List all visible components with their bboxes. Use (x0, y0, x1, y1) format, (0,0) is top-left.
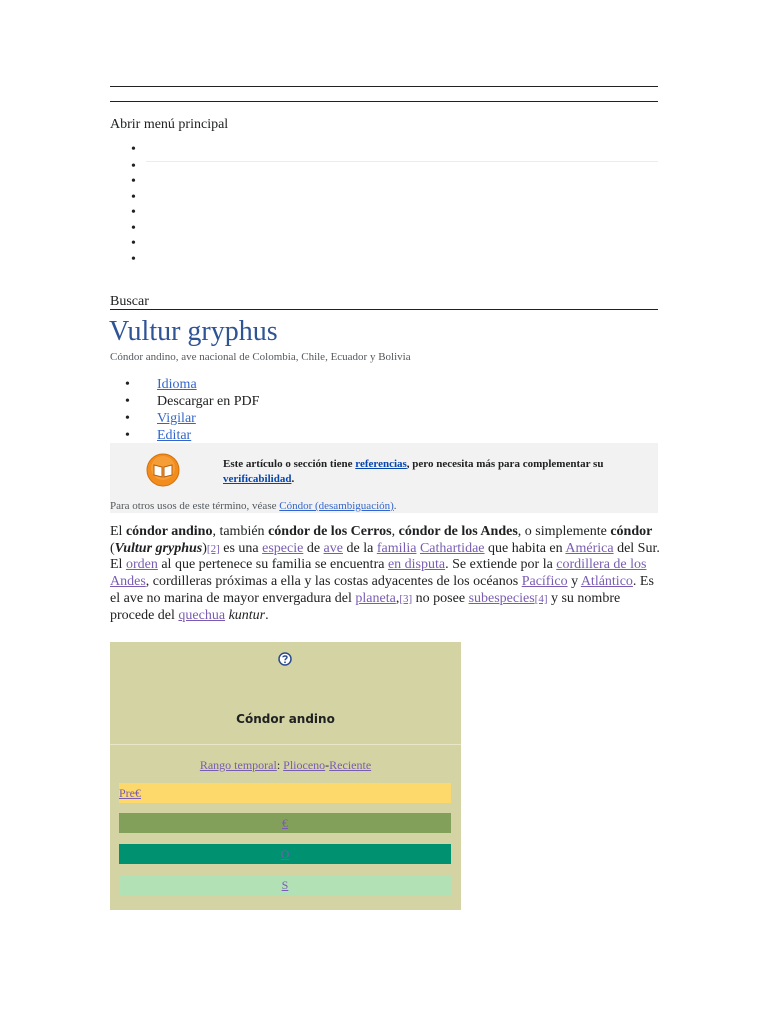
nav-item[interactable] (146, 255, 658, 271)
nav-item[interactable] (146, 193, 658, 209)
main-nav-list (146, 145, 658, 270)
link-ave[interactable]: ave (323, 540, 343, 556)
link-cordillera[interactable]: cordillera de los Andes (110, 557, 647, 590)
link-atlantico[interactable]: Atlántico (580, 574, 633, 590)
link-en-disputa[interactable]: en disputa (387, 557, 446, 573)
timeline-bar-prec[interactable]: Pre€ (119, 783, 451, 803)
references-notice (110, 443, 658, 513)
timeline-bar-silurian[interactable]: S (119, 875, 451, 895)
referencias-link[interactable]: referencias (355, 458, 407, 470)
tool-watch[interactable]: • Vigilar (157, 410, 259, 427)
disambiguation-link[interactable]: Cóndor (desambiguación) (279, 500, 394, 512)
lead-paragraph: El cóndor andino, también cóndor de los Cerros, cóndor de los Andes, o simplemente cóndor (Vultur gryphus)[2] es una especie de ave de la familia Cathartidae que habita en América del Sur. El orden al que pertenece su familia se encuentra en disputa. Se extiende por la cordillera de los Andes, cordilleras próximas a ella y las costas adyacentes de los océanos Pacífico y Atlántico. Es el ave no marina de mayor envergadura del planeta,[3] no posee subespecies[4] y su nombre procede del quechua kuntur. (110, 524, 660, 623)
reference-3[interactable]: [3] (399, 592, 413, 605)
timeline-bar-ordovician[interactable]: O (119, 844, 451, 864)
reference-4[interactable]: [4] (534, 592, 548, 605)
tool-edit[interactable]: • Editar (157, 427, 259, 444)
taxobox (110, 642, 461, 910)
disambiguation-note: Para otros usos de este término, véase Cóndor (desambiguación). (110, 500, 397, 512)
nav-item[interactable] (146, 224, 658, 240)
nav-item[interactable] (146, 162, 658, 178)
reciente-link[interactable]: Reciente (329, 758, 372, 772)
link-especie[interactable]: especie (262, 540, 304, 556)
temporal-range: Rango temporal: Plioceno-Reciente (199, 758, 372, 772)
link-quechua[interactable]: quechua (178, 607, 226, 623)
nav-item[interactable] (146, 239, 658, 255)
search-rule (110, 309, 658, 310)
nav-item[interactable] (146, 177, 658, 193)
main-menu-toggle[interactable]: Abrir menú principal (110, 117, 229, 132)
link-orden[interactable]: orden (125, 557, 158, 573)
plioceno-link[interactable]: Plioceno (283, 758, 326, 772)
nav-item[interactable] (146, 208, 658, 224)
rango-temporal-link[interactable]: Rango temporal (199, 758, 277, 772)
help-icon[interactable] (278, 652, 292, 666)
header-top-rule (110, 86, 658, 87)
link-subespecies[interactable]: subespecies (468, 590, 535, 606)
notice-text: Este artículo o sección tiene referencias, pero necesita más para complementar su verificabilidad. (223, 458, 604, 485)
link-planeta[interactable]: planeta (355, 590, 396, 606)
page-title: Vultur gryphus (109, 316, 278, 347)
verificabilidad-link[interactable]: verificabilidad (223, 473, 292, 485)
taxobox-name: Cóndor andino (236, 712, 335, 726)
header-bottom-rule (110, 101, 658, 102)
taxobox-divider (110, 744, 461, 745)
link-familia[interactable]: familia (376, 540, 417, 556)
tool-idioma[interactable]: • Idioma (157, 376, 259, 393)
page-tools (157, 376, 259, 444)
book-icon (146, 453, 180, 487)
link-pacifico[interactable]: Pacífico (521, 574, 568, 590)
page-subtitle: Cóndor andino, ave nacional de Colombia, Chile, Ecuador y Bolivia (110, 351, 411, 363)
nav-item[interactable] (146, 145, 658, 162)
search-label[interactable]: Buscar (110, 294, 149, 309)
link-america[interactable]: América (565, 540, 614, 556)
timeline-bar-paleozoic[interactable]: € (119, 813, 451, 833)
reference-2[interactable]: [2] (206, 542, 220, 555)
tool-download-pdf[interactable]: • Descargar en PDF (157, 393, 259, 410)
link-cathartidae[interactable]: Cathartidae (419, 540, 485, 556)
